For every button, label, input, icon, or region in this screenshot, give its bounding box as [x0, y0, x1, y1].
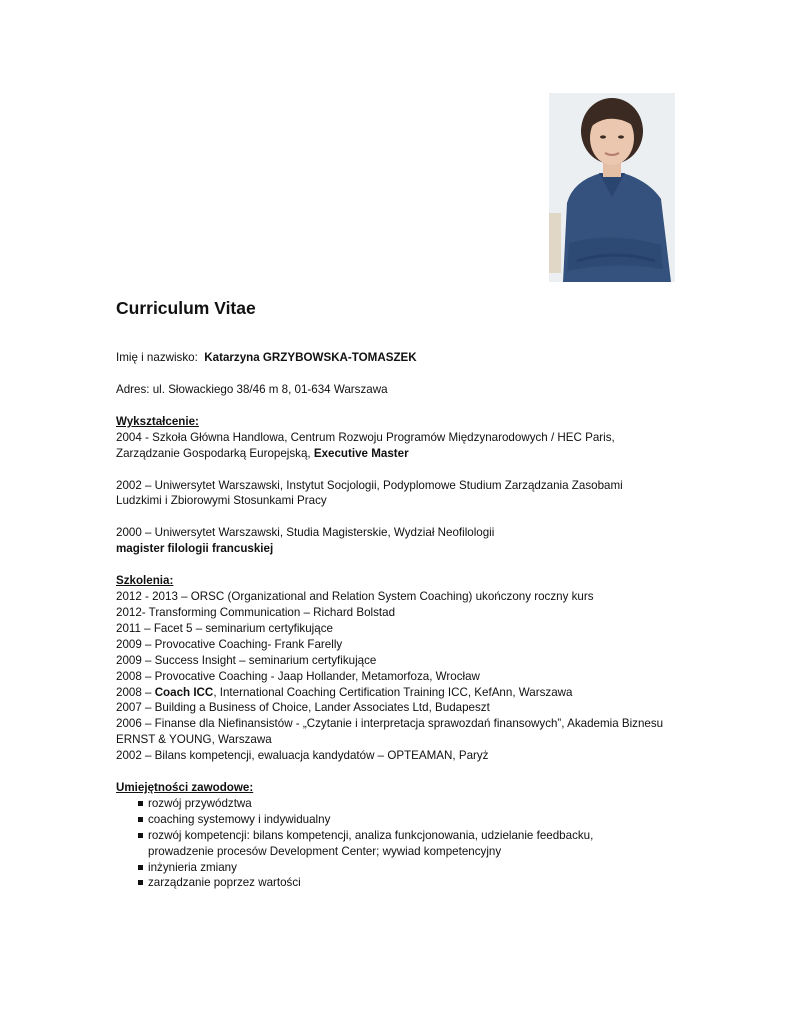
training-icc-title: Coach ICC: [154, 685, 214, 699]
training-item: 2011 – Facet 5 – seminarium certyfikujące: [116, 621, 333, 635]
name-line: [116, 350, 716, 366]
training-item: 2008 – Provocative Coaching - Jaap Hollander, Metamorfoza, Wrocław: [116, 669, 480, 683]
education-entry-3-line-1: 2000 – Uniwersytet Warszawski, Studia Magisterskie, Wydział Neofilologii: [116, 526, 495, 540]
education-entry-1-line-1: 2004 - Szkoła Główna Handlowa, Centrum Rozwoju Programów Międzynarodowych / HEC Paris,: [116, 430, 615, 444]
education-entry-1-degree: Executive Master: [313, 446, 409, 460]
cv-content: [116, 296, 716, 891]
skill-item: inżynieria zmiany: [116, 860, 716, 876]
training-item: 2009 – Provocative Coaching- Frank Farelly: [116, 637, 343, 651]
education-entry-1-line-2: [116, 446, 716, 462]
page-title: Curriculum Vitae: [116, 298, 256, 318]
skills-list: [116, 796, 716, 891]
skill-item: zarządzanie poprzez wartości: [116, 875, 716, 891]
skill-item-text-continuation: prowadzenie procesów Development Center; wywiad kompetencyjny: [148, 844, 502, 858]
education-entry-1-text: Zarządzanie Gospodarką Europejską,: [116, 446, 314, 460]
training-item-continuation: ERNST & YOUNG, Warszawa: [116, 733, 272, 747]
skill-item: rozwój przywództwa: [116, 796, 716, 812]
education-entry-2-line-1: 2002 – Uniwersytet Warszawski, Instytut Socjologii, Podyplomowe Studium Zarządzania Zasobami: [116, 478, 623, 492]
trainings-heading: Szkolenia:: [116, 574, 174, 588]
training-item: 2006 – Finanse dla Niefinansistów - „Czytanie i interpretacja sprawozdań finansowych”, Akademia Biznesu: [116, 717, 664, 731]
training-icc-prefix: 2008 –: [116, 685, 155, 699]
training-item: 2007 – Building a Business of Choice, Lander Associates Ltd, Budapeszt: [116, 701, 490, 715]
training-item: 2012 - 2013 – ORSC (Organizational and Relation System Coaching) ukończony roczny kurs: [116, 590, 594, 604]
training-icc-details: , International Coaching Certification Training ICC, KefAnn, Warszawa: [213, 685, 573, 699]
training-item-icc: [116, 685, 716, 701]
training-item: 2009 – Success Insight – seminarium certyfikujące: [116, 653, 377, 667]
skill-item: coaching systemowy i indywidualny: [116, 812, 716, 828]
training-item: 2002 – Bilans kompetencji, ewaluacja kandydatów – OPTEAMAN, Paryż: [116, 749, 489, 763]
skill-item-text: rozwój kompetencji: bilans kompetencji, analiza funkcjonowania, udzielanie feedbacku,: [148, 828, 594, 842]
full-name: Katarzyna GRZYBOWSKA-TOMASZEK: [204, 351, 417, 364]
skill-item: [116, 828, 716, 860]
training-item: 2012- Transforming Communication – Richard Bolstad: [116, 605, 396, 619]
portrait-image: [549, 93, 675, 282]
skills-heading: Umiejętności zawodowe:: [116, 781, 254, 795]
education-heading: Wykształcenie:: [116, 414, 199, 428]
education-entry-3-degree: magister filologii francuskiej: [116, 542, 274, 556]
profile-photo: [549, 93, 675, 282]
name-label: Imię i nazwisko:: [116, 351, 198, 364]
education-entry-2-line-2: Ludzkimi i Zbiorowymi Stosunkami Pracy: [116, 494, 327, 508]
address-line: Adres: ul. Słowackiego 38/46 m 8, 01-634 Warszawa: [116, 382, 388, 396]
